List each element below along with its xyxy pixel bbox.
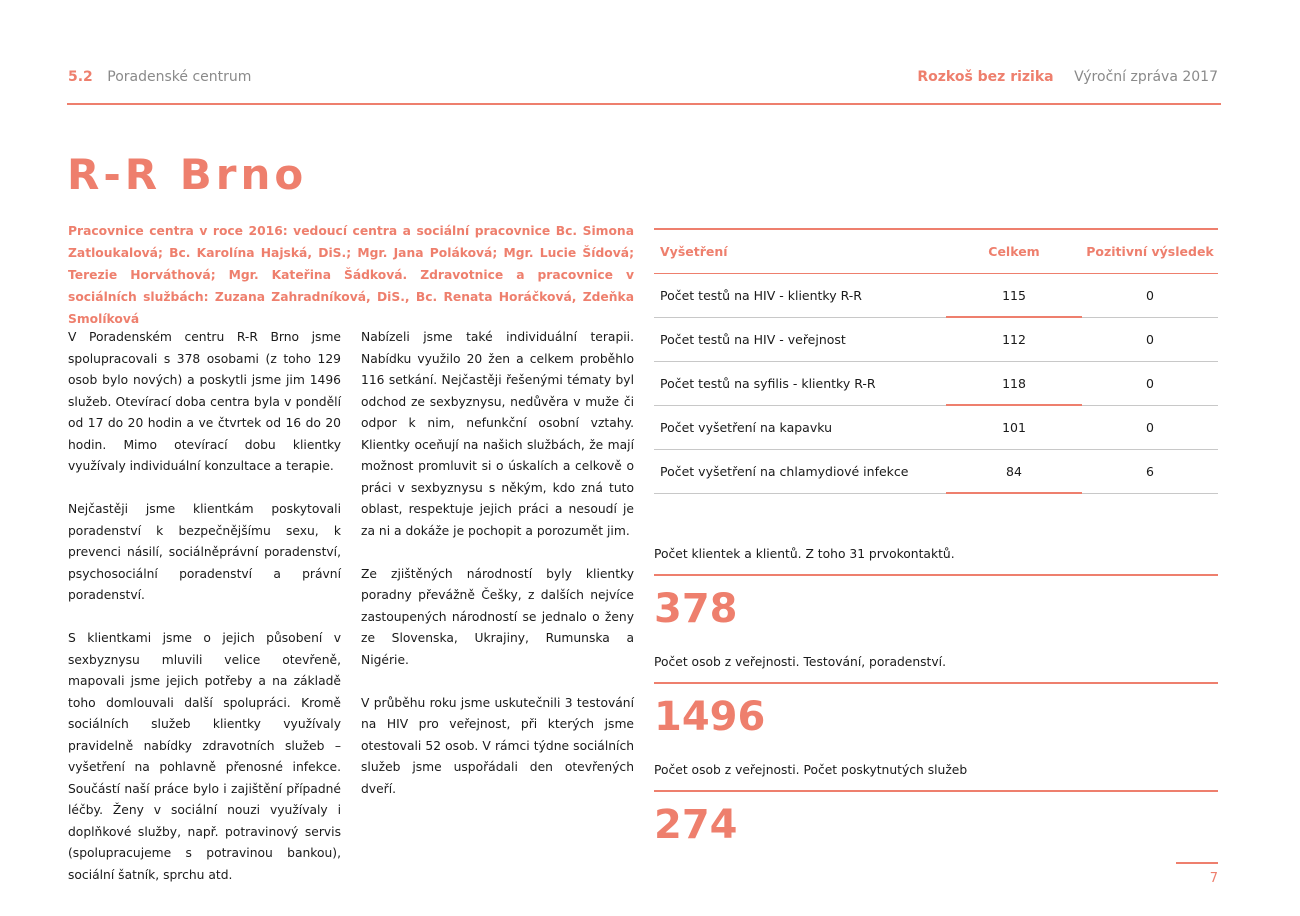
- stat-value: 1496: [654, 693, 766, 740]
- section-number: 5.2: [68, 69, 93, 85]
- stat-label: Počet osob z veřejnosti. Testování, poradenství.: [654, 655, 946, 669]
- cell-total: 101: [1002, 420, 1026, 435]
- total-cell-underline: [946, 492, 1082, 494]
- cell-positive: 0: [1146, 376, 1154, 391]
- cell-examination: Počet vyšetření na chlamydiové infekce: [660, 464, 909, 479]
- report-name: Výroční zpráva 2017: [1074, 69, 1218, 85]
- paragraph: S klientkami jsme o jejich působení v sexbyznysu mluvili velice otevřeně, mapovali jsme jejich potřeby a na základě toho domlouvali další spolupráci. Kromě sociálních služeb klientky využívaly pravidelně nabídky zdravotních služeb – vyšetření na pohlavně přenosné infekce. Součástí naší práce bylo i zajištění případné léčby. Ženy v sociální nouzi využívaly i doplňkové služby, např. potravinový servis (spolupracujeme s potravinou bankou), sociální šatník, sprchu atd.: [68, 631, 341, 882]
- cell-total: 84: [1006, 464, 1022, 479]
- footer-divider: [1176, 862, 1218, 864]
- paragraph: V Poradenském centru R-R Brno jsme spolupracovali s 378 osobami (z toho 129 osob bylo nových) a poskytli jsme jim 1496 služeb. Otevírací doba centra byla v pondělí od 17 do 20 hodin a ve čtvrtek od 16 do 20 hodin. Mimo otevírací dobu klientky využívaly individuální konzultace a terapie.: [68, 330, 341, 473]
- header-divider: [67, 103, 1221, 105]
- section-title: Poradenské centrum: [107, 69, 252, 85]
- header-section: [68, 69, 251, 85]
- examinations-table: [654, 228, 1218, 494]
- cell-positive: 6: [1146, 464, 1154, 479]
- cell-total: 115: [1002, 288, 1026, 303]
- stat-block: [654, 652, 1218, 760]
- table-row: [654, 450, 1218, 494]
- stat-block: [654, 760, 1218, 868]
- cell-positive: 0: [1146, 332, 1154, 347]
- cell-total: 112: [1002, 332, 1026, 347]
- stat-label: Počet klientek a klientů. Z toho 31 prvokontaktů.: [654, 547, 955, 561]
- cell-positive: 0: [1146, 288, 1154, 303]
- text-column-1: [68, 327, 341, 908]
- text-column-2: [361, 327, 634, 822]
- cell-examination: Počet testů na HIV - klientky R-R: [660, 288, 862, 303]
- paragraph: Ze zjištěných národností byly klientky poradny převážně Češky, z dalších nejvíce zastoupených národností se jednalo o ženy ze Slovenska, Ukrajiny, Rumunska a Nigérie.: [361, 566, 634, 667]
- staff-paragraph: Pracovnice centra v roce 2016: vedoucí centra a sociální pracovnice Bc. Simona Zatloukalová; Bc. Karolína Hajská, DiS.; Mgr. Jana Poláková; Mgr. Lucie Šídová; Terezie Horváthová; Mgr. Kateřina Šádková. Zdravotnice a pracovnice v sociálních službách: Zuzana Zahradníková, DiS., Bc. Renata Horáčková, Zdeňka Smolíková: [68, 224, 634, 326]
- stat-value: 274: [654, 801, 738, 848]
- paragraph: Nejčastěji jsme klientkám poskytovali poradenství k bezpečnějšímu sexu, k prevenci násilí, sociálněprávní poradenství, psychosociální poradenství a právní poradenství.: [68, 502, 341, 602]
- cell-examination: Počet testů na HIV - veřejnost: [660, 332, 846, 347]
- cell-examination: Počet testů na syfilis - klientky R-R: [660, 376, 876, 391]
- page-title: R-R Brno: [67, 150, 308, 199]
- stat-block: [654, 544, 1218, 652]
- cell-total: 118: [1002, 376, 1026, 391]
- table-row: [654, 362, 1218, 406]
- header-report: [917, 69, 1218, 85]
- paragraph: V průběhu roku jsme uskutečnili 3 testování na HIV pro veřejnost, při kterých jsme otestovali 52 osob. V rámci týdne sociálních služeb jsme uspořádali den otevřených dveří.: [361, 695, 634, 796]
- column-header-examination: Vyšetření: [660, 244, 728, 259]
- cell-examination: Počet vyšetření na kapavku: [660, 420, 833, 435]
- page-number: 7: [1209, 871, 1218, 886]
- table-row: [654, 274, 1218, 318]
- table-header-row: [654, 230, 1218, 274]
- column-header-positive: Pozitivní výsledek: [1086, 244, 1214, 259]
- stat-value: 378: [654, 585, 738, 632]
- column-header-total: Celkem: [988, 244, 1040, 259]
- paragraph: Nabízeli jsme také individuální terapii. Nabídku využilo 20 žen a celkem proběhlo 116 setkání. Nejčastěji řešenými tématy byl odchod ze sexbyznysu, nedůvěra v muže či odpor k nim, nefunkční osobní vztahy. Klientky oceňují na našich službách, že mají možnost promluvit si o úskalích a celkově o práci v sexbyznysu s někým, kdo zná tuto oblast, respektuje jejich práci a nesoudí je za ni a dokáže je pochopit a porozumět jim.: [361, 330, 634, 538]
- stat-label: Počet osob z veřejnosti. Počet poskytnutých služeb: [654, 763, 968, 777]
- table-row: [654, 406, 1218, 450]
- cell-positive: 0: [1146, 420, 1154, 435]
- organization-name: Rozkoš bez rizika: [917, 69, 1054, 85]
- table-row: [654, 318, 1218, 362]
- stats-panel: [654, 544, 1218, 868]
